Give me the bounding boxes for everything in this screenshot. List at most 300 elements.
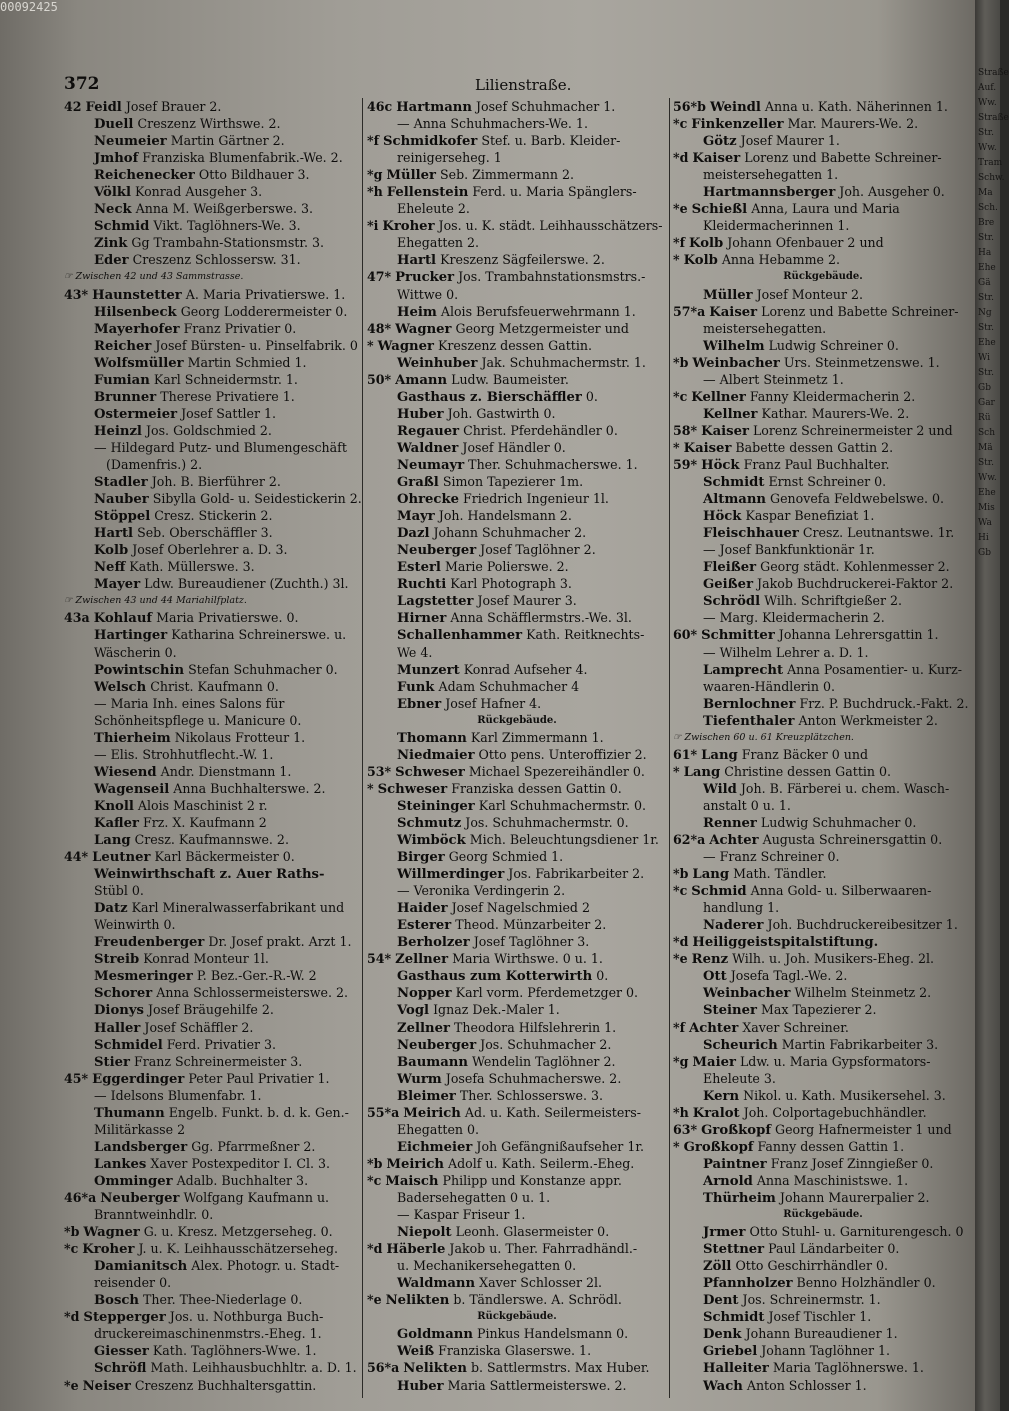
resident-details: Josef Bräugehilfe 2. — [147, 1002, 274, 1018]
house-number: *h — [673, 1104, 689, 1120]
entry-continuation — [673, 848, 973, 865]
resident-entry — [64, 780, 360, 797]
pointing-hand-icon: ☞ — [64, 595, 76, 607]
resident-details: Cresz. Leutnantswe. 1r. — [802, 525, 955, 541]
resident-details: Leonh. Glasermeister 0. — [455, 1224, 610, 1240]
edge-text-fragment: Schw. — [978, 173, 1005, 183]
resident-details: Creszenz Buchhaltersgattin. — [134, 1377, 317, 1393]
resident-details: Maria Wirthswe. 0 u. 1. — [452, 951, 603, 967]
resident-name: Renner — [703, 815, 757, 831]
resident-name: Stöppel — [94, 509, 151, 525]
house-number: *b — [673, 354, 689, 370]
resident-details: Karl Schneidermstr. 1. — [153, 371, 298, 387]
resident-entry — [673, 286, 973, 303]
entry-continuation — [64, 1274, 360, 1291]
resident-entry — [367, 490, 667, 507]
resident-name: Zellner — [397, 1020, 450, 1036]
resident-details: Kaspar Benefiziat 1. — [745, 508, 875, 524]
resident-entry — [367, 916, 667, 933]
resident-entry — [367, 797, 667, 814]
edge-text-fragment: Sch. — [978, 203, 998, 213]
entry-continuation — [64, 746, 360, 763]
house-number: * — [673, 763, 680, 779]
house-number: *d — [64, 1309, 80, 1325]
resident-entry — [64, 149, 360, 166]
entry-continuation-text: meistersehegatten 1. — [703, 167, 839, 183]
resident-name: Graßl — [397, 475, 439, 491]
resident-name: Hartl — [397, 253, 437, 269]
resident-entry — [673, 814, 973, 831]
house-number: 42 — [64, 99, 82, 114]
resident-details: Karl Schuhmachermstr. 0. — [478, 797, 646, 813]
resident-details: Ferd. u. Maria Spänglers- — [472, 184, 637, 200]
edge-text-fragment: Ww. — [978, 473, 997, 483]
resident-details: Georg Metzgermeister und — [455, 320, 629, 336]
entry-continuation-text: — Elis. Strohhutflecht.-W. 1. — [94, 746, 274, 762]
house-number: 61* — [673, 746, 698, 762]
resident-entry — [673, 831, 973, 848]
resident-details: Babette dessen Gattin 2. — [735, 439, 894, 455]
resident-details: Georg Lodderermeister 0. — [180, 303, 348, 319]
resident-entry — [673, 1155, 973, 1172]
resident-details: Jos. u. K. städt. Leihhausschätzers- — [438, 218, 663, 234]
resident-name: Nelikten — [403, 1361, 467, 1377]
resident-entry — [673, 1377, 973, 1394]
resident-entry — [673, 916, 973, 933]
resident-name: Nauber — [94, 492, 149, 508]
resident-details: Benno Holzhändler 0. — [796, 1275, 936, 1291]
resident-details: Anton Werkmeister 2. — [798, 712, 938, 728]
resident-entry — [673, 1104, 973, 1121]
resident-details: Josef Tischler 1. — [768, 1309, 872, 1325]
resident-name: Welsch — [94, 679, 147, 695]
resident-details: Josef Schuhmacher 1. — [475, 99, 616, 114]
edge-text-fragment: Gä — [978, 278, 991, 288]
resident-name: Gasthaus z. Bierschäffler — [397, 389, 582, 405]
resident-details: Fanny Kleidermacherin 2. — [749, 388, 916, 404]
resident-name: Giesser — [94, 1344, 149, 1360]
resident-entry — [673, 1223, 973, 1240]
resident-entry — [673, 763, 973, 780]
resident-details: Nikol. u. Kath. Musikersehel. 3. — [743, 1087, 946, 1103]
resident-name: Mayer — [94, 577, 141, 593]
page-number: 372 — [64, 74, 100, 94]
resident-entry — [367, 950, 667, 967]
resident-name: Schmidkofer — [383, 134, 478, 150]
cross-street-note — [64, 592, 360, 609]
resident-entry — [64, 1001, 360, 1018]
resident-entry — [64, 933, 360, 950]
resident-entry — [673, 354, 973, 371]
entry-continuation-text: Eheleute 2. — [397, 201, 470, 217]
resident-entry — [64, 1291, 360, 1308]
resident-name: Neiser — [82, 1378, 131, 1394]
resident-details: Konrad Ausgeher 3. — [135, 184, 263, 200]
resident-name: Höck — [703, 509, 742, 525]
resident-name: Steiner — [703, 1003, 757, 1019]
resident-details: Jakob u. Ther. Fahrradhändl.- — [449, 1241, 638, 1257]
resident-entry — [64, 729, 360, 746]
section-heading — [367, 712, 667, 729]
resident-entry — [64, 524, 360, 541]
resident-name: Wimböck — [397, 833, 466, 849]
resident-name: Kaiser — [683, 440, 732, 456]
resident-name: Niedmaier — [397, 747, 475, 763]
resident-entry — [367, 1104, 667, 1121]
resident-entry — [673, 507, 973, 524]
resident-details: Anna M. Weißgerberswe. 3. — [135, 201, 313, 217]
resident-name: Götz — [703, 134, 737, 150]
resident-details: Anna Buchhalterswe. 2. — [173, 780, 326, 796]
resident-details: Philipp und Konstanze appr. — [442, 1172, 622, 1188]
entry-continuation-text: — Marg. Kleidermacherin 2. — [703, 610, 885, 626]
resident-details: Jak. Schuhmachermstr. 1. — [481, 354, 646, 370]
resident-name: Stadler — [94, 475, 148, 491]
entry-continuation — [64, 456, 360, 473]
resident-details: Josef Nagelschmied 2 — [451, 900, 591, 916]
resident-name: Hartmann — [396, 100, 472, 115]
edge-text-fragment: Ehe — [978, 263, 996, 273]
resident-name: Thomann — [397, 730, 467, 746]
resident-name: Maisch — [385, 1173, 439, 1189]
resident-entry — [673, 303, 973, 320]
resident-details: Dr. Josef prakt. Arzt 1. — [208, 934, 352, 950]
resident-name: Kralot — [692, 1105, 740, 1121]
entry-continuation — [367, 644, 667, 661]
resident-details: Kath. Taglöhners-Wwe. 1. — [152, 1343, 317, 1359]
edge-text-fragment: Gb — [978, 548, 991, 558]
resident-entry — [367, 1377, 667, 1394]
resident-details: J. u. K. Leihhausschätzerseheg. — [138, 1241, 339, 1257]
house-number: 50* — [367, 371, 392, 387]
resident-details: Stefan Schuhmacher 0. — [188, 661, 338, 677]
house-number: *e — [64, 1377, 79, 1393]
resident-entry — [367, 814, 667, 831]
resident-details: Martin Gärtner 2. — [170, 133, 285, 149]
resident-entry — [64, 1053, 360, 1070]
resident-entry — [673, 592, 973, 609]
resident-details: Xaver Schlosser 2l. — [479, 1275, 603, 1291]
resident-name: Kohlauf — [93, 611, 153, 627]
resident-entry — [673, 780, 973, 797]
resident-name: Kaiser — [692, 151, 741, 167]
entry-continuation — [673, 166, 973, 183]
resident-name: Finkenzeller — [691, 117, 784, 133]
resident-details: Johann Ofenbauer 2 und — [727, 235, 884, 251]
resident-name: Schmidel — [94, 1037, 163, 1053]
entry-continuation — [673, 899, 973, 916]
resident-details: Kath. Reitknechts- — [526, 627, 645, 643]
resident-details: Joh. B. Färberei u. chem. Wasch- — [740, 780, 950, 796]
resident-name: Lagstetter — [397, 594, 474, 610]
resident-name: Ruchti — [397, 577, 447, 593]
edge-text-fragment: Ma — [978, 188, 993, 198]
resident-entry — [64, 1342, 360, 1359]
resident-entry — [673, 1036, 973, 1053]
resident-name: Geißer — [703, 577, 754, 593]
resident-details: Otto Stuhl- u. Garniturengesch. 0 — [749, 1224, 964, 1240]
resident-entry — [64, 609, 360, 626]
resident-details: Creszenz Schlossersw. 31. — [132, 252, 301, 268]
resident-name: Damianitsch — [94, 1259, 188, 1275]
resident-entry — [673, 1189, 973, 1206]
entry-continuation — [367, 1189, 667, 1206]
resident-entry — [673, 1325, 973, 1342]
resident-details: 0. — [585, 388, 598, 404]
resident-name: Zellner — [395, 952, 449, 968]
resident-entry — [367, 354, 667, 371]
resident-details: Johanna Lehrersgattin 1. — [778, 627, 939, 643]
resident-details: Josefa Schuhmacherswe. 2. — [445, 1070, 622, 1086]
entry-continuation — [64, 695, 360, 712]
resident-entry — [673, 695, 973, 712]
entry-continuation-text: Ehegatten 2. — [397, 235, 480, 251]
house-number: 57*a — [673, 303, 706, 319]
entry-continuation — [367, 115, 667, 132]
resident-entry — [64, 507, 360, 524]
house-number: *e — [673, 951, 688, 967]
resident-name: Jrmer — [703, 1225, 746, 1241]
resident-name: Wolfsmüller — [94, 355, 184, 371]
resident-entry — [673, 661, 973, 678]
resident-entry — [673, 1087, 973, 1104]
resident-entry — [64, 626, 360, 643]
cross-street-note-text: Zwischen 43 und 44 Mariahilfplatz. — [75, 595, 247, 607]
resident-details: Ldw. Bureaudiener (Zuchth.) 3l. — [144, 576, 349, 592]
resident-entry — [673, 1053, 973, 1070]
resident-name: Leutner — [92, 850, 151, 866]
resident-name: Kaiser — [709, 304, 758, 320]
resident-name: Brunner — [94, 389, 157, 405]
entry-continuation — [64, 439, 360, 456]
resident-name: Eichmeier — [397, 1139, 473, 1155]
resident-details: Joh. Gastwirth 0. — [447, 405, 556, 421]
resident-name: Neck — [94, 202, 132, 218]
resident-details: Stef. u. Barb. Kleider- — [481, 133, 621, 149]
resident-details: Anna, Laura und Maria — [751, 201, 900, 217]
resident-name: Großkopf — [683, 1139, 754, 1155]
cross-street-note-text: Zwischen 60 u. 61 Kreuzplätzchen. — [684, 731, 854, 743]
house-number: *b — [64, 1224, 80, 1240]
resident-entry — [64, 763, 360, 780]
resident-name: Wach — [703, 1378, 743, 1394]
resident-details: Kreszenz Sägfeilerswe. 2. — [440, 252, 605, 268]
resident-details: Therese Privatiere 1. — [160, 388, 295, 404]
resident-details: Cresz. Kaufmannswe. 2. — [134, 832, 289, 848]
resident-details: Lorenz Schreinermeister 2 und — [752, 422, 953, 438]
resident-entry — [64, 848, 360, 865]
house-number: *g — [673, 1053, 689, 1069]
resident-name: Meirich — [386, 1156, 444, 1172]
resident-details: Maria Privatierswe. 0. — [156, 610, 299, 626]
resident-name: Haller — [94, 1020, 141, 1036]
edge-text-fragment: Gar — [978, 398, 995, 408]
resident-details: G. u. Kresz. Metzgerseheg. 0. — [143, 1224, 333, 1240]
resident-details: Josef Oberlehrer a. D. 3. — [132, 542, 288, 558]
resident-details: Xaver Schreiner. — [742, 1019, 849, 1035]
resident-name: Streib — [94, 952, 140, 968]
resident-entry — [673, 149, 973, 166]
cross-street-note-text: Zwischen 42 und 43 Sammstrasse. — [75, 271, 244, 283]
resident-entry — [367, 422, 667, 439]
resident-details: Johann Schuhmacher 2. — [433, 525, 587, 541]
resident-name: Höck — [701, 457, 740, 473]
house-number: * — [367, 337, 374, 353]
resident-details: 0. — [596, 968, 609, 984]
entry-continuation — [673, 1070, 973, 1087]
resident-entry — [367, 678, 667, 695]
resident-details: Ther. Schlosserswe. 3. — [459, 1087, 603, 1103]
resident-details: Christine dessen Gattin 0. — [724, 763, 892, 779]
resident-entry — [673, 1359, 973, 1376]
house-number: 55*a — [367, 1104, 400, 1120]
entry-continuation — [673, 371, 973, 388]
resident-entry — [64, 950, 360, 967]
resident-name: Schmidt — [703, 475, 765, 491]
edge-text-fragment: Ehe — [978, 338, 996, 348]
resident-name: Zink — [94, 236, 128, 252]
resident-entry — [367, 166, 667, 183]
resident-entry — [673, 1001, 973, 1018]
resident-details: Franziska Glaserswe. 1. — [438, 1343, 592, 1359]
entry-continuation — [367, 1257, 667, 1274]
resident-details: Karl Zimmermann 1. — [470, 729, 604, 745]
resident-name: Haunstetter — [92, 287, 182, 303]
resident-details: Jos. Schuhmacher 2. — [480, 1036, 612, 1052]
entry-continuation — [64, 882, 360, 899]
resident-name: Eder — [94, 253, 129, 269]
resident-details: Seb. Zimmermann 2. — [439, 167, 574, 183]
section-heading-text: Rückgebäude. — [477, 1311, 557, 1323]
house-number: 44* — [64, 849, 89, 865]
house-number: * — [673, 439, 680, 455]
column-rule — [362, 98, 363, 1398]
resident-name: Griebel — [703, 1344, 758, 1360]
resident-entry — [367, 729, 667, 746]
resident-entry — [673, 626, 973, 643]
resident-entry — [64, 234, 360, 251]
resident-entry — [673, 1257, 973, 1274]
entry-continuation — [64, 712, 360, 729]
resident-name: Stier — [94, 1054, 130, 1070]
resident-entry — [367, 967, 667, 984]
resident-details: Franziska Blumenfabrik.-We. 2. — [142, 150, 343, 166]
resident-name: Baumann — [397, 1054, 468, 1070]
resident-name: Esterl — [397, 560, 441, 576]
resident-details: Theodora Hilfslehrerin 1. — [453, 1019, 617, 1035]
resident-name: Nopper — [397, 986, 452, 1002]
resident-name: Großkopf — [701, 1122, 771, 1138]
resident-name: Ostermeier — [94, 406, 178, 422]
resident-details: Mar. Maurers-We. 2. — [787, 116, 919, 132]
house-number: *h — [367, 184, 383, 200]
house-number: * — [673, 252, 680, 268]
edge-text-fragment: Ehe — [978, 488, 996, 498]
resident-entry — [64, 541, 360, 558]
resident-name: Regauer — [397, 423, 460, 439]
resident-entry — [673, 388, 973, 405]
resident-name: Neuberger — [397, 1037, 477, 1053]
resident-details: Adam Schuhmacher 4 — [438, 678, 580, 694]
resident-name: Heinzl — [94, 423, 142, 439]
resident-details: Cresz. Stickerin 2. — [154, 508, 273, 524]
edge-text-fragment: Str. — [978, 323, 994, 333]
entry-continuation — [64, 1087, 360, 1104]
resident-details: Ludwig Schreiner 0. — [768, 337, 899, 353]
resident-entry — [64, 371, 360, 388]
entry-continuation-text: (Damenfris.) 2. — [106, 456, 203, 472]
resident-details: Jakob Buchdruckerei-Faktor 2. — [757, 576, 954, 592]
resident-name: Renz — [691, 952, 729, 968]
resident-name: Wurm — [397, 1071, 442, 1087]
resident-details: Josef Händler 0. — [462, 439, 566, 455]
resident-name: Dionys — [94, 1003, 144, 1019]
house-number: 59* — [673, 456, 698, 472]
resident-entry — [367, 1053, 667, 1070]
resident-details: Joh. Buchdruckereibesitzer 1. — [767, 917, 958, 933]
resident-entry — [64, 1223, 360, 1240]
resident-details: Georg Schmied 1. — [448, 849, 564, 865]
house-number: *f — [367, 133, 380, 149]
resident-name: Müller — [386, 168, 436, 184]
resident-entry — [64, 865, 360, 882]
resident-details: Franz Bäcker 0 und — [741, 746, 869, 762]
resident-name: Datz — [94, 901, 128, 917]
resident-entry — [367, 371, 667, 388]
resident-name: Jmhof — [94, 151, 139, 167]
resident-details: Maria Sattlermeisterswe. 2. — [447, 1377, 627, 1393]
resident-details: Georg Hafnermeister 1 und — [775, 1121, 952, 1137]
entry-continuation-text: — Hildegard Putz- und Blumengeschäft — [94, 439, 347, 455]
resident-name: Maier — [692, 1054, 736, 1070]
resident-name: Schmutz — [397, 815, 462, 831]
resident-details: Max Tapezierer 2. — [760, 1002, 877, 1018]
edge-text-fragment: Gb — [978, 383, 991, 393]
resident-entry — [64, 1377, 360, 1394]
edge-text-fragment: Str. — [978, 233, 994, 243]
resident-entry — [367, 473, 667, 490]
edge-text-fragment: Str. — [978, 368, 994, 378]
resident-name: Neuberger — [397, 543, 477, 559]
resident-name: Schorer — [94, 986, 153, 1002]
resident-name: Fumian — [94, 372, 150, 388]
resident-name: Prucker — [395, 270, 455, 286]
resident-entry — [673, 439, 973, 456]
resident-details: Johann Bureaudiener 1. — [745, 1326, 898, 1342]
column-left — [64, 98, 360, 1394]
edge-text-fragment: Tram — [978, 158, 1003, 168]
resident-name: Tiefenthaler — [703, 713, 795, 729]
resident-entry — [64, 661, 360, 678]
house-number: * — [367, 780, 374, 796]
resident-details: Ernst Schreiner 0. — [768, 474, 887, 490]
resident-details: Konrad Monteur 1l. — [143, 951, 269, 967]
resident-entry — [64, 200, 360, 217]
resident-details: Wilhelm Steinmetz 2. — [794, 985, 932, 1001]
resident-name: Landsberger — [94, 1139, 188, 1155]
resident-entry — [673, 575, 973, 592]
resident-entry — [64, 831, 360, 848]
resident-name: Lang — [683, 764, 721, 780]
resident-entry — [673, 967, 973, 984]
resident-name: Weiß — [397, 1344, 435, 1360]
resident-name: Kafler — [94, 815, 139, 831]
resident-details: Josef Maurer 1. — [740, 133, 840, 149]
resident-name: Reichenecker — [94, 168, 195, 184]
entry-continuation — [367, 882, 667, 899]
resident-entry — [367, 1087, 667, 1104]
resident-name: Schmid — [94, 219, 150, 235]
